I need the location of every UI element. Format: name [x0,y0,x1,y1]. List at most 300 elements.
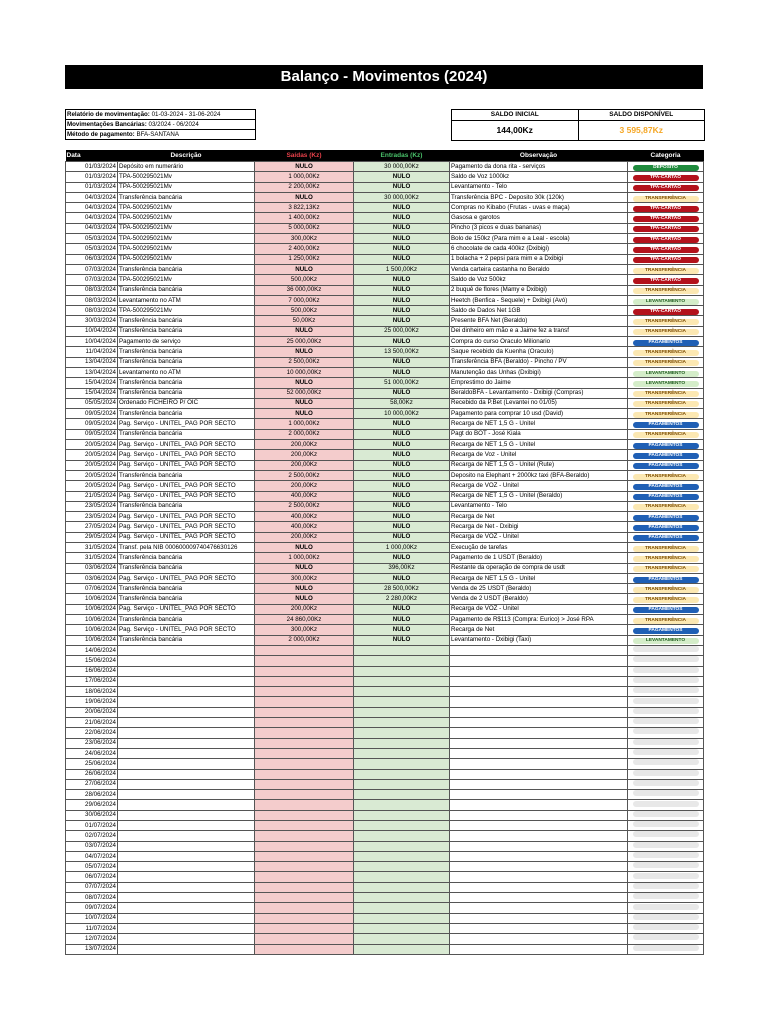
cell-outflow[interactable]: 5 000,00Kz [255,223,354,233]
cell-outflow[interactable]: 50,00Kz [255,316,354,326]
table-row[interactable] [66,316,704,326]
cell-description[interactable] [118,697,255,707]
cell-observation[interactable]: Recarga de NET 1,5 G - Unitel (Rute) [450,460,628,470]
cell-observation[interactable] [450,718,628,728]
cell-inflow[interactable]: 2 280,00Kz [354,594,450,604]
category-badge[interactable]: TPA-CARTAO [633,309,699,315]
cell-outflow[interactable] [255,687,354,697]
cell-category[interactable] [628,532,704,542]
cell-category[interactable] [628,388,704,398]
category-badge-empty[interactable] [633,801,699,807]
cell-category[interactable] [628,367,704,377]
cell-description[interactable]: Transferência bancária [118,584,255,594]
cell-outflow[interactable]: 1 000,00Kz [255,172,354,182]
category-badge[interactable]: TRANSFERÊNCIA [633,196,699,202]
cell-inflow[interactable] [354,903,450,913]
cell-description[interactable]: Transferência bancária [118,357,255,367]
cell-category[interactable] [628,851,704,861]
cell-outflow[interactable]: NULO [255,409,354,419]
table-row[interactable] [66,501,704,511]
cell-date[interactable]: 08/07/2024 [66,893,118,903]
cell-observation[interactable] [450,687,628,697]
cell-date[interactable]: 10/06/2024 [66,635,118,645]
cell-inflow[interactable]: 1 000,00Kz [354,542,450,552]
cell-description[interactable] [118,687,255,697]
cell-date[interactable]: 31/05/2024 [66,553,118,563]
cell-inflow[interactable] [354,738,450,748]
cell-inflow[interactable] [354,831,450,841]
table-row[interactable] [66,172,704,182]
table-row-empty[interactable] [66,872,704,882]
cell-description[interactable]: Transferência bancária [118,615,255,625]
cell-observation[interactable]: Manutenção das Unhas (Dxibigi) [450,367,628,377]
cell-category[interactable] [628,182,704,192]
cell-category[interactable] [628,903,704,913]
cell-inflow[interactable]: NULO [354,440,450,450]
cell-description[interactable] [118,821,255,831]
table-row[interactable] [66,470,704,480]
cell-outflow[interactable] [255,676,354,686]
cell-inflow[interactable] [354,769,450,779]
category-badge[interactable]: TRANSFERÊNCIA [633,504,699,510]
cell-outflow[interactable]: 500,00Kz [255,275,354,285]
table-row-empty[interactable] [66,779,704,789]
category-badge[interactable]: PAGAMENTOS [633,422,699,428]
cell-observation[interactable]: Transferência BPC - Deposito 30k (120k) [450,192,628,202]
cell-category[interactable] [628,676,704,686]
cell-date[interactable]: 01/07/2024 [66,821,118,831]
table-row[interactable] [66,347,704,357]
cell-date[interactable]: 19/06/2024 [66,697,118,707]
cell-inflow[interactable]: 25 000,00Kz [354,326,450,336]
cell-category[interactable] [628,419,704,429]
cell-description[interactable]: Levantamento no ATM [118,367,255,377]
category-badge[interactable]: PAGAMENTOS [633,484,699,490]
category-badge-empty[interactable] [633,718,699,724]
table-row[interactable] [66,440,704,450]
cell-date[interactable]: 05/03/2024 [66,244,118,254]
cell-description[interactable] [118,738,255,748]
category-badge[interactable]: TPA-CARTAO [633,206,699,212]
table-row[interactable] [66,295,704,305]
cell-outflow[interactable] [255,810,354,820]
cell-observation[interactable]: Pagamento de R$113 (Compra: Eurico) > José RPA [450,615,628,625]
category-badge[interactable]: TRANSFERÊNCIA [633,618,699,624]
cell-inflow[interactable] [354,790,450,800]
cell-outflow[interactable] [255,738,354,748]
cell-observation[interactable]: 2 buquê de flores (Mamy e Dxibigi) [450,285,628,295]
category-badge-empty[interactable] [633,790,699,796]
cell-inflow[interactable]: NULO [354,203,450,213]
cell-category[interactable] [628,748,704,758]
cell-inflow[interactable] [354,656,450,666]
cell-inflow[interactable]: NULO [354,522,450,532]
cell-observation[interactable]: Compras no Kibabo (Frutas - uvas e maça) [450,203,628,213]
cell-description[interactable]: Transferência bancária [118,316,255,326]
cell-description[interactable] [118,862,255,872]
cell-description[interactable]: Pag. Serviço - UNITEL_PAG POR SECTO [118,481,255,491]
cell-outflow[interactable]: 24 860,00Kz [255,615,354,625]
category-badge-empty[interactable] [633,821,699,827]
cell-category[interactable] [628,450,704,460]
table-row[interactable] [66,182,704,192]
category-badge-empty[interactable] [633,770,699,776]
category-badge[interactable]: LEVANTAMENTO [633,638,699,644]
cell-inflow[interactable] [354,821,450,831]
category-badge[interactable]: TPA-CARTAO [633,247,699,253]
cell-category[interactable] [628,553,704,563]
table-row[interactable] [66,357,704,367]
cell-inflow[interactable] [354,810,450,820]
cell-inflow[interactable]: NULO [354,532,450,542]
cell-inflow[interactable] [354,728,450,738]
category-badge-empty[interactable] [633,656,699,662]
cell-date[interactable]: 27/05/2024 [66,522,118,532]
table-row-empty[interactable] [66,656,704,666]
cell-inflow[interactable] [354,851,450,861]
table-row[interactable] [66,419,704,429]
cell-observation[interactable]: Execução de tarefas [450,542,628,552]
table-row[interactable] [66,398,704,408]
cell-outflow[interactable]: 300,00Kz [255,234,354,244]
cell-observation[interactable] [450,851,628,861]
cell-inflow[interactable] [354,800,450,810]
category-badge[interactable]: TRANSFERÊNCIA [633,412,699,418]
table-row[interactable] [66,491,704,501]
cell-outflow[interactable]: 25 000,00Kz [255,337,354,347]
cell-category[interactable] [628,604,704,614]
cell-observation[interactable] [450,676,628,686]
cell-date[interactable]: 29/05/2024 [66,532,118,542]
cell-outflow[interactable] [255,903,354,913]
cell-outflow[interactable]: 300,00Kz [255,625,354,635]
cell-category[interactable] [628,645,704,655]
cell-category[interactable] [628,398,704,408]
cell-date[interactable]: 10/06/2024 [66,625,118,635]
cell-outflow[interactable] [255,697,354,707]
cell-inflow[interactable]: NULO [354,182,450,192]
cell-observation[interactable]: Compra do curso Oraculo Milionario [450,337,628,347]
table-row-empty[interactable] [66,944,704,954]
category-badge-empty[interactable] [633,759,699,765]
cell-category[interactable] [628,707,704,717]
cell-outflow[interactable] [255,666,354,676]
cell-category[interactable] [628,759,704,769]
cell-category[interactable] [628,203,704,213]
cell-date[interactable]: 06/07/2024 [66,872,118,882]
cell-description[interactable] [118,810,255,820]
cell-date[interactable]: 21/05/2024 [66,491,118,501]
cell-outflow[interactable]: NULO [255,326,354,336]
cell-inflow[interactable]: NULO [354,460,450,470]
cell-observation[interactable] [450,769,628,779]
cell-inflow[interactable]: 396,00Kz [354,563,450,573]
cell-observation[interactable]: Venda de 2 USDT (Beraldo) [450,594,628,604]
cell-description[interactable]: Transferência bancária [118,594,255,604]
cell-outflow[interactable]: 2 500,00Kz [255,357,354,367]
cell-date[interactable]: 07/06/2024 [66,584,118,594]
cell-description[interactable]: Pag. Serviço - UNITEL_PAG POR SECTO [118,419,255,429]
cell-description[interactable]: Transferência bancária [118,192,255,202]
cell-observation[interactable] [450,728,628,738]
cell-category[interactable] [628,460,704,470]
cell-date[interactable]: 08/03/2024 [66,285,118,295]
cell-date[interactable]: 09/05/2024 [66,429,118,439]
cell-date[interactable]: 01/03/2024 [66,182,118,192]
cell-category[interactable] [628,522,704,532]
cell-observation[interactable]: Pagamento de 1 USDT (Beraldo) [450,553,628,563]
cell-outflow[interactable] [255,913,354,923]
cell-observation[interactable] [450,697,628,707]
category-badge-empty[interactable] [633,728,699,734]
cell-inflow[interactable]: NULO [354,357,450,367]
cell-outflow[interactable]: 300,00Kz [255,573,354,583]
cell-category[interactable] [628,810,704,820]
cell-observation[interactable]: Levantamento - Dxibigi (Taxi) [450,635,628,645]
cell-inflow[interactable] [354,687,450,697]
cell-date[interactable]: 04/03/2024 [66,213,118,223]
table-row-empty[interactable] [66,923,704,933]
category-badge[interactable]: LEVANTAMENTO [633,299,699,305]
cell-outflow[interactable]: 1 000,00Kz [255,553,354,563]
cell-description[interactable]: Transferência bancária [118,429,255,439]
cell-observation[interactable]: Pagamento da dona rita - serviços [450,162,628,172]
category-badge[interactable]: TRANSFERÊNCIA [633,597,699,603]
cell-date[interactable]: 24/06/2024 [66,748,118,758]
cell-category[interactable] [628,347,704,357]
category-badge[interactable]: TRANSFERÊNCIA [633,432,699,438]
cell-inflow[interactable]: 51 000,00Kz [354,378,450,388]
cell-date[interactable]: 04/03/2024 [66,192,118,202]
cell-outflow[interactable]: NULO [255,542,354,552]
table-row-empty[interactable] [66,882,704,892]
cell-date[interactable]: 21/06/2024 [66,718,118,728]
cell-inflow[interactable]: NULO [354,244,450,254]
table-row[interactable] [66,553,704,563]
cell-category[interactable] [628,337,704,347]
category-badge-empty[interactable] [633,667,699,673]
cell-observation[interactable]: Recarga de VOZ - Unitel [450,532,628,542]
cell-description[interactable] [118,718,255,728]
cell-inflow[interactable]: NULO [354,388,450,398]
cell-observation[interactable]: Recarga de Voz - Unitel [450,450,628,460]
cell-observation[interactable]: Deposito na Elephant + 2000kz taxi (BFA-Beraldo) [450,470,628,480]
table-row-empty[interactable] [66,862,704,872]
cell-observation[interactable] [450,779,628,789]
cell-observation[interactable] [450,872,628,882]
category-badge[interactable]: TRANSFERÊNCIA [633,329,699,335]
cell-observation[interactable] [450,903,628,913]
cell-outflow[interactable]: NULO [255,378,354,388]
cell-inflow[interactable]: NULO [354,512,450,522]
cell-inflow[interactable]: NULO [354,367,450,377]
table-row[interactable] [66,615,704,625]
cell-description[interactable]: Levantamento no ATM [118,295,255,305]
cell-inflow[interactable]: 10 000,00Kz [354,409,450,419]
cell-date[interactable]: 04/07/2024 [66,851,118,861]
cell-observation[interactable]: Recarga de NET 1,5 G - Unitel (Beraldo) [450,491,628,501]
cell-description[interactable] [118,903,255,913]
cell-outflow[interactable]: NULO [255,398,354,408]
cell-date[interactable]: 06/03/2024 [66,254,118,264]
cell-category[interactable] [628,800,704,810]
cell-date[interactable]: 10/04/2024 [66,337,118,347]
cell-category[interactable] [628,944,704,954]
cell-category[interactable] [628,542,704,552]
cell-date[interactable]: 09/05/2024 [66,419,118,429]
cell-inflow[interactable]: NULO [354,285,450,295]
table-row[interactable] [66,481,704,491]
table-row-empty[interactable] [66,666,704,676]
table-row[interactable] [66,275,704,285]
cell-observation[interactable] [450,934,628,944]
cell-outflow[interactable] [255,831,354,841]
table-row[interactable] [66,264,704,274]
table-row-empty[interactable] [66,676,704,686]
cell-inflow[interactable] [354,779,450,789]
cell-category[interactable] [628,244,704,254]
table-row[interactable] [66,223,704,233]
category-badge[interactable]: DEPÓSITO [633,165,699,171]
cell-description[interactable] [118,831,255,841]
cell-observation[interactable]: Venda de 25 USDT (Beraldo) [450,584,628,594]
cell-description[interactable]: Transferência bancária [118,553,255,563]
table-row-empty[interactable] [66,831,704,841]
category-badge[interactable]: TPA-CARTAO [633,185,699,191]
cell-date[interactable]: 11/04/2024 [66,347,118,357]
cell-description[interactable]: TPA-500295021Mv [118,223,255,233]
cell-date[interactable]: 05/03/2024 [66,234,118,244]
table-row[interactable] [66,460,704,470]
cell-date[interactable]: 03/06/2024 [66,573,118,583]
cell-outflow[interactable] [255,893,354,903]
category-badge[interactable]: PAGAMENTOS [633,494,699,500]
category-badge-empty[interactable] [633,780,699,786]
table-row[interactable] [66,532,704,542]
cell-inflow[interactable] [354,944,450,954]
category-badge[interactable]: PAGAMENTOS [633,577,699,583]
cell-inflow[interactable]: NULO [354,429,450,439]
cell-description[interactable]: TPA-500295021Mv [118,306,255,316]
cell-inflow[interactable] [354,707,450,717]
cell-observation[interactable]: Recarga de Net [450,512,628,522]
cell-description[interactable] [118,872,255,882]
cell-description[interactable] [118,779,255,789]
cell-inflow[interactable]: NULO [354,553,450,563]
cell-description[interactable] [118,841,255,851]
table-row[interactable] [66,306,704,316]
cell-inflow[interactable] [354,934,450,944]
cell-inflow[interactable]: NULO [354,172,450,182]
cell-category[interactable] [628,429,704,439]
cell-category[interactable] [628,841,704,851]
category-badge[interactable]: PAGAMENTOS [633,525,699,531]
cell-category[interactable] [628,790,704,800]
category-badge[interactable]: TPA-CARTAO [633,278,699,284]
cell-inflow[interactable] [354,697,450,707]
cell-date[interactable]: 20/05/2024 [66,470,118,480]
cell-description[interactable]: Pag. Serviço - UNITEL_PAG POR SECTO [118,625,255,635]
cell-category[interactable] [628,563,704,573]
table-row-empty[interactable] [66,893,704,903]
cell-outflow[interactable]: 200,00Kz [255,460,354,470]
table-row-empty[interactable] [66,728,704,738]
cell-inflow[interactable] [354,718,450,728]
cell-inflow[interactable]: 58,00Kz [354,398,450,408]
table-row-empty[interactable] [66,810,704,820]
cell-category[interactable] [628,440,704,450]
table-row-empty[interactable] [66,769,704,779]
cell-date[interactable]: 08/03/2024 [66,306,118,316]
cell-observation[interactable]: 1 bolacha + 2 pepsi para mim e a Dxibigi [450,254,628,264]
cell-description[interactable]: Pag. Serviço - UNITEL_PAG POR SECTO [118,512,255,522]
table-row[interactable] [66,635,704,645]
cell-observation[interactable] [450,707,628,717]
table-row-empty[interactable] [66,687,704,697]
cell-category[interactable] [628,326,704,336]
cell-inflow[interactable]: NULO [354,501,450,511]
table-row-empty[interactable] [66,707,704,717]
cell-observation[interactable]: Recarga de NET 1,5 G - Unitel [450,573,628,583]
cell-date[interactable]: 29/06/2024 [66,800,118,810]
cell-date[interactable]: 09/05/2024 [66,409,118,419]
cell-description[interactable]: Pag. Serviço - UNITEL_PAG POR SECTO [118,604,255,614]
category-badge[interactable]: LEVANTAMENTO [633,381,699,387]
cell-date[interactable]: 15/04/2024 [66,378,118,388]
category-badge[interactable]: PAGAMENTOS [633,515,699,521]
cell-description[interactable]: TPA-500295021Mv [118,172,255,182]
cell-description[interactable] [118,769,255,779]
table-row[interactable] [66,203,704,213]
cell-date[interactable]: 02/07/2024 [66,831,118,841]
table-row[interactable] [66,542,704,552]
cell-outflow[interactable] [255,779,354,789]
table-row[interactable] [66,429,704,439]
cell-observation[interactable]: Restante da operação de compra de usdt [450,563,628,573]
cell-date[interactable]: 17/06/2024 [66,676,118,686]
cell-description[interactable]: Pag. Serviço - UNITEL_PAG POR SECTO [118,573,255,583]
cell-category[interactable] [628,234,704,244]
cell-outflow[interactable]: 2 200,00Kz [255,182,354,192]
cell-inflow[interactable]: NULO [354,470,450,480]
table-row-empty[interactable] [66,934,704,944]
cell-date[interactable]: 20/05/2024 [66,450,118,460]
cell-outflow[interactable]: 200,00Kz [255,440,354,450]
table-row[interactable] [66,254,704,264]
cell-observation[interactable] [450,810,628,820]
category-badge[interactable]: PAGAMENTOS [633,340,699,346]
cell-category[interactable] [628,378,704,388]
cell-date[interactable]: 05/05/2024 [66,398,118,408]
cell-description[interactable] [118,851,255,861]
cell-description[interactable]: Pag. Serviço - UNITEL_PAG POR SECTO [118,460,255,470]
cell-outflow[interactable]: 36 000,00Kz [255,285,354,295]
cell-observation[interactable] [450,666,628,676]
cell-category[interactable] [628,409,704,419]
cell-outflow[interactable]: 400,00Kz [255,522,354,532]
cell-date[interactable]: 08/03/2024 [66,295,118,305]
cell-category[interactable] [628,295,704,305]
cell-inflow[interactable]: 1 500,00Kz [354,264,450,274]
category-badge[interactable]: TPA-CARTAO [633,237,699,243]
cell-description[interactable]: Depósito em numerário [118,162,255,172]
cell-observation[interactable] [450,923,628,933]
cell-inflow[interactable]: NULO [354,275,450,285]
cell-observation[interactable]: Recarga de Net [450,625,628,635]
cell-observation[interactable]: Emprestimo do Jaime [450,378,628,388]
cell-date[interactable]: 10/06/2024 [66,615,118,625]
cell-inflow[interactable]: 28 500,00Kz [354,584,450,594]
